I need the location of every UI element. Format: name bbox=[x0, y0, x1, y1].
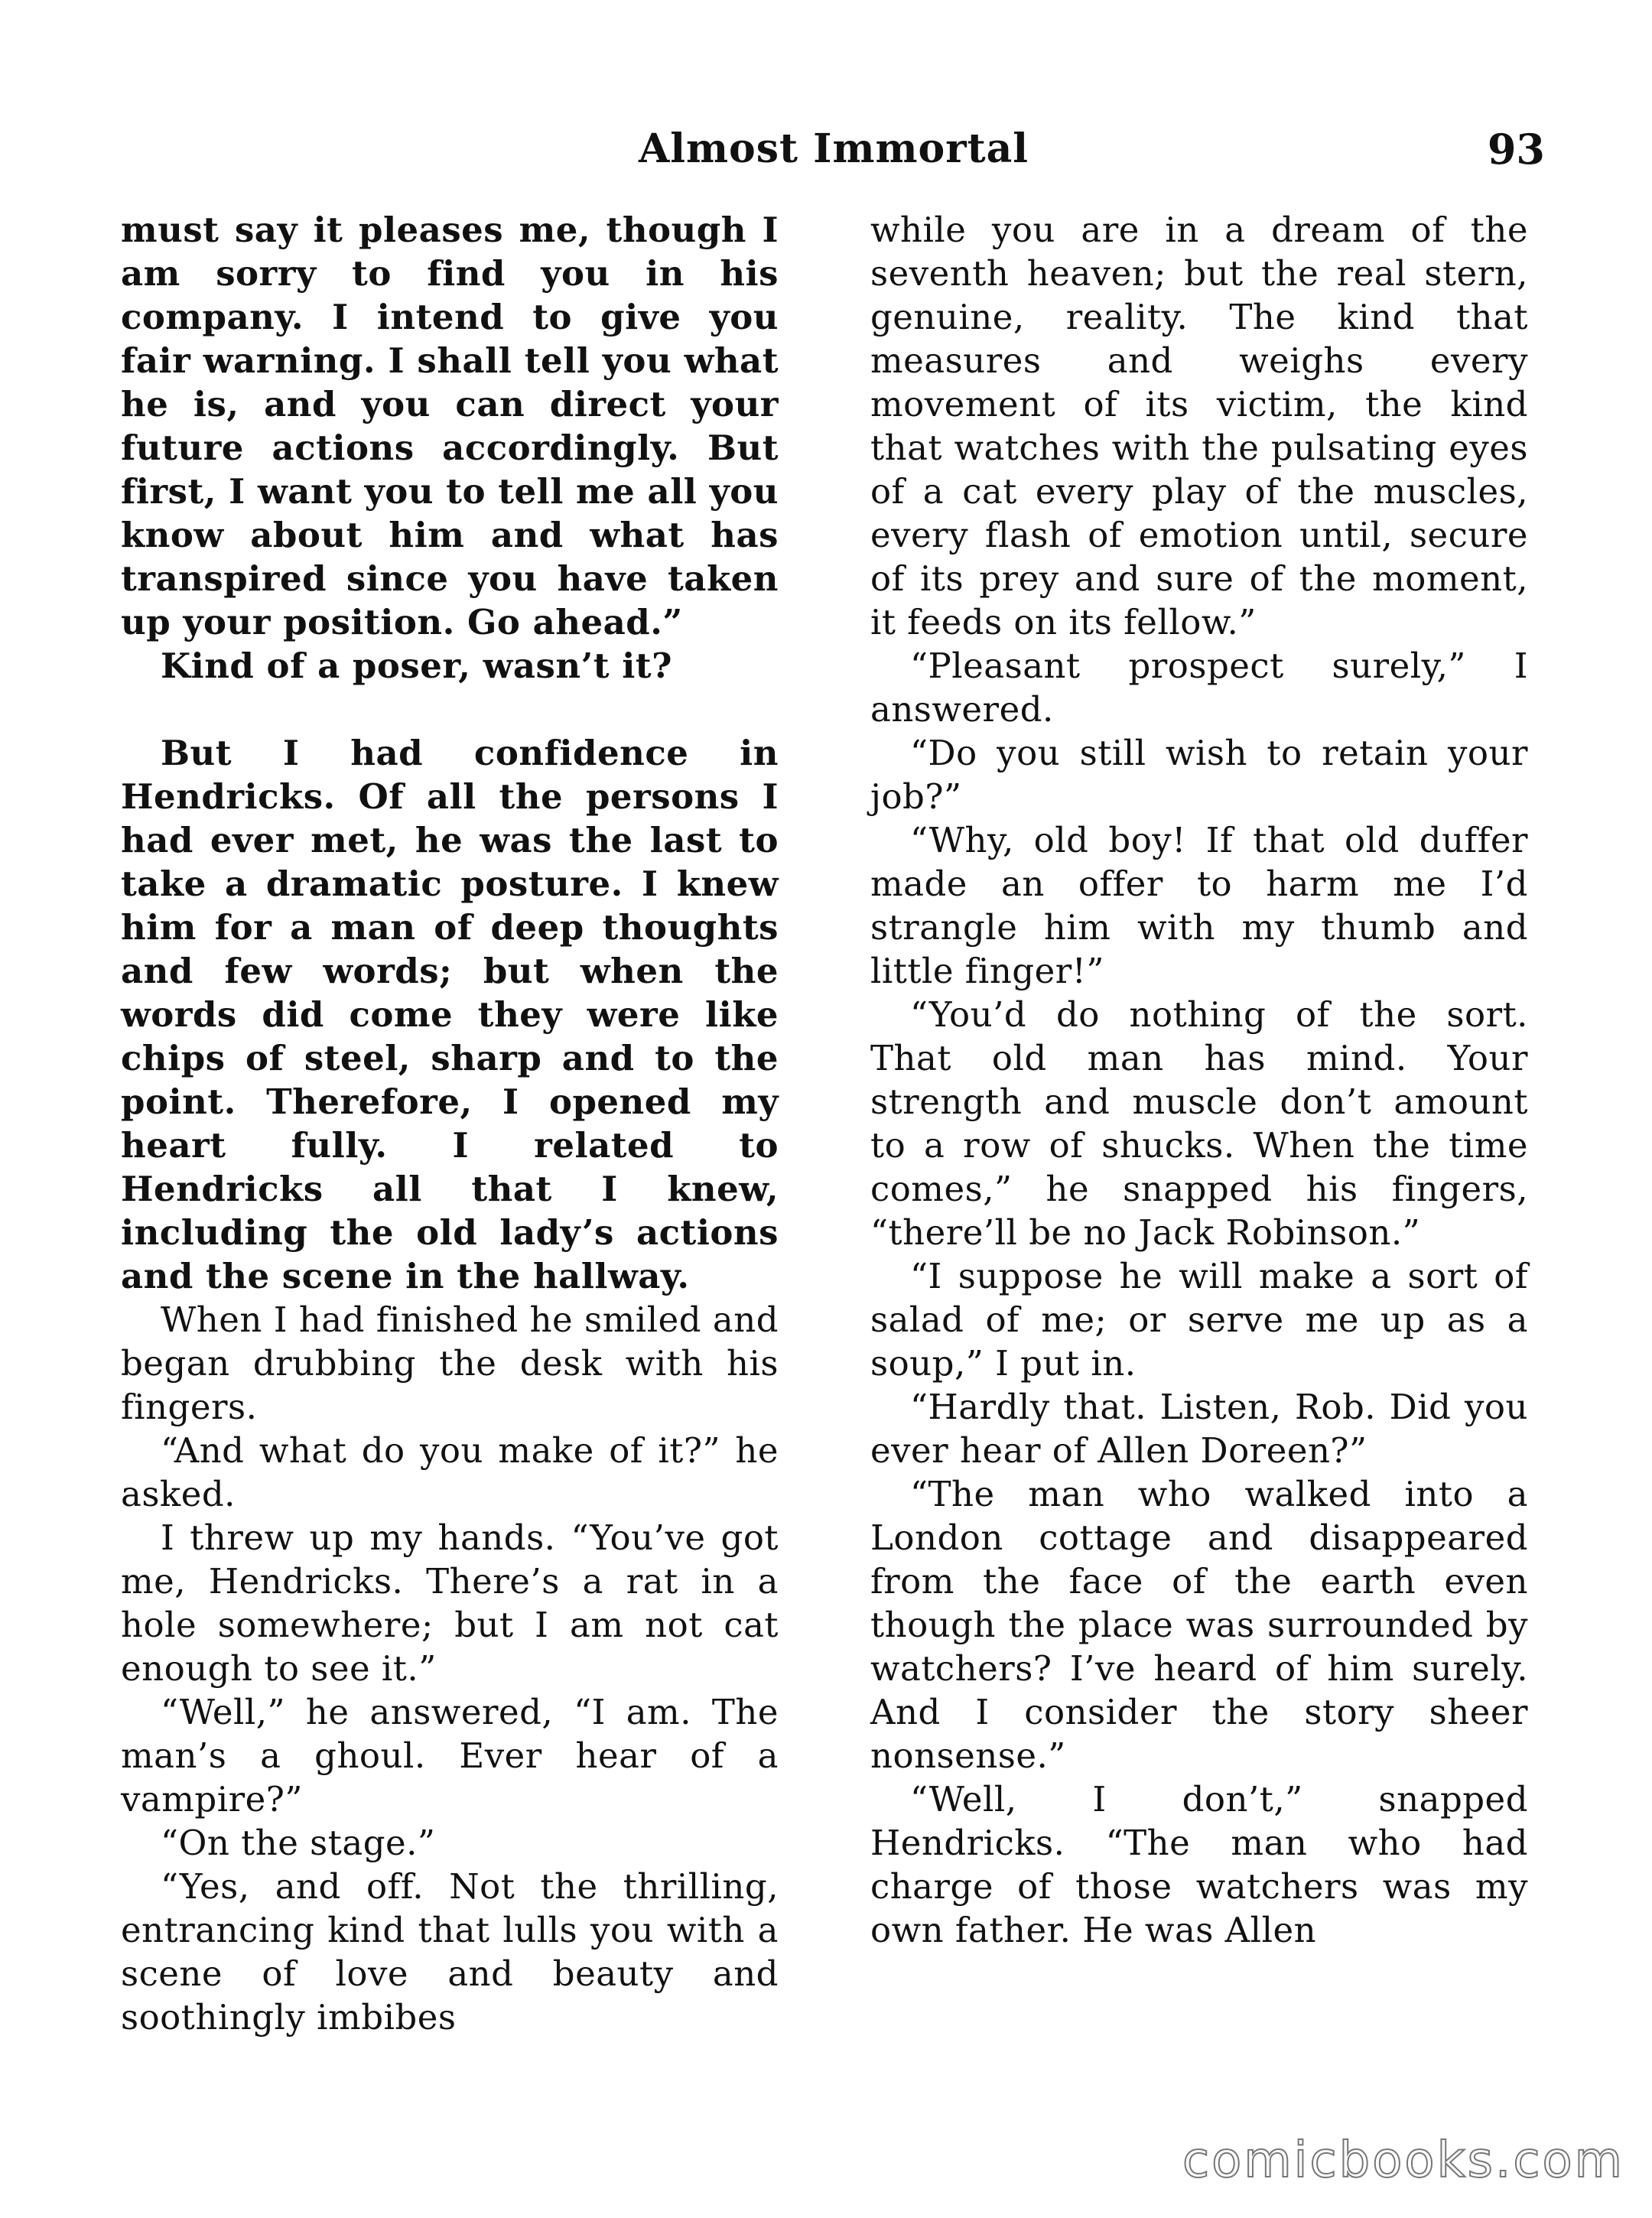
paragraph: “The man who walked into a London cottage and disappeared from the face of the earth even though the place was surrounded by watchers? I’ve heard of him surely. And I consider the story sheer nonsense.” bbox=[870, 1474, 1528, 1776]
paragraph: “Do you still wish to retain your job?” bbox=[870, 733, 1528, 817]
paragraph: “Well, I don’t,” snapped Hendricks. “The man who had charge of those watchers was my own father. He was Allen bbox=[870, 1779, 1528, 1950]
paragraph: I threw up my hands. “You’ve got me, Hendricks. There’s a rat in a hole somewhere; but I am not cat enough to see it.” bbox=[121, 1517, 779, 1689]
right-column bbox=[870, 208, 1528, 1952]
paragraph: When I had finished he smiled and began drubbing the desk with his fingers. bbox=[121, 1299, 779, 1427]
paragraph: Kind of a poser, wasn’t it? bbox=[161, 646, 672, 686]
paragraph: while you are in a dream of the seventh heaven; but the real stern, genuine, reality. The kind that measures and weighs every movement of its victim, the kind that watches with the pulsating eyes of a cat every play of the muscles, every flash of emotion until, secure of its prey and sure of the moment, it feeds on its fellow.” bbox=[870, 210, 1528, 642]
paragraph: “Hardly that. Listen, Rob. Did you ever hear of Allen Doreen?” bbox=[870, 1387, 1528, 1471]
page-number: 93 bbox=[1487, 125, 1545, 174]
paragraph: “Pleasant prospect surely,” I answered. bbox=[870, 646, 1528, 730]
paragraph: “Why, old boy! If that old duffer made an offer to harm me I’d strangle him with my thumb and little finger!” bbox=[870, 820, 1528, 991]
watermark-logo: comicbooks.com bbox=[1182, 2132, 1624, 2189]
paragraph: “I suppose he will make a sort of salad of me; or serve me up as a soup,” I put in. bbox=[870, 1256, 1528, 1384]
paragraph: “On the stage.” bbox=[161, 1823, 436, 1863]
paragraph: “Well,” he answered, “I am. The man’s a ghoul. Ever hear of a vampire?” bbox=[121, 1692, 779, 1820]
paragraph: But I had confidence in Hendricks. Of all the persons I had ever met, he was the last to take a dramatic posture. I knew him for a man of deep thoughts and few words; but when the words did come they were like chips of steel, sharp and to the point. Therefore, I opened my heart fully. I related to Hendricks all that I knew, including the old lady’s actions and the scene in the hallway. bbox=[121, 733, 779, 1296]
paragraph: must say it pleases me, though I am sorry to find you in his company. I intend to give you fair warning. I shall tell you what he is, and you can direct your future actions accordingly. But first, I want you to tell me all you know about him and what has transpired since you have taken up your position. Go ahead.” bbox=[121, 210, 779, 642]
running-title: Almost Immortal bbox=[638, 125, 1029, 172]
left-column bbox=[121, 208, 779, 2039]
page-header bbox=[122, 115, 1545, 184]
paragraph: “You’d do nothing of the sort. That old man has mind. Your strength and muscle don’t amount to a row of shucks. When the time comes,” he snapped his fingers, “there’ll be no Jack Robinson.” bbox=[870, 994, 1528, 1253]
paragraph: “Yes, and off. Not the thrilling, entrancing kind that lulls you with a scene of love and beauty and soothingly imbibes bbox=[121, 1866, 779, 2038]
paragraph: “And what do you make of it?” he asked. bbox=[121, 1430, 779, 1514]
